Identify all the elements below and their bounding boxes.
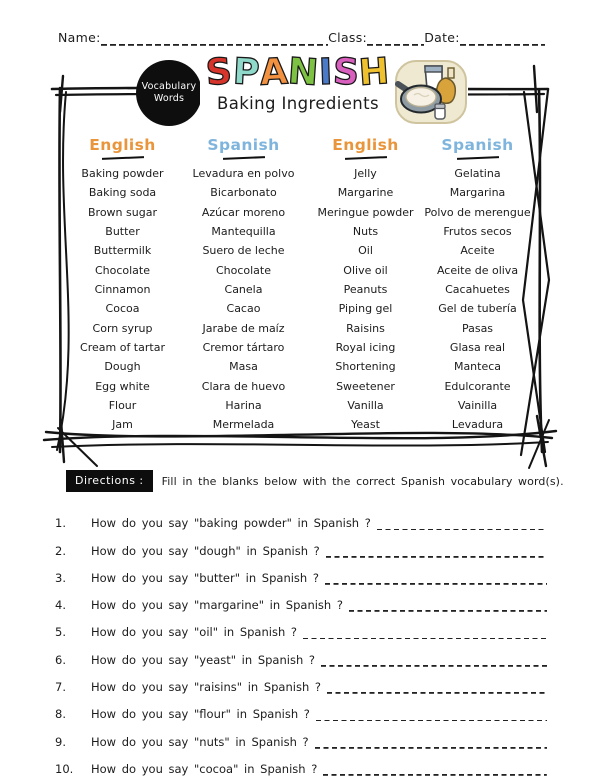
question-number: 10.: [55, 761, 74, 776]
question-text: How do you say "cocoa" in Spanish ?: [91, 761, 318, 776]
vocab-word: Bicarbonato: [210, 186, 277, 200]
vocabulary-words-badge: [136, 60, 202, 126]
question-text: How do you say "raisins" in Spanish ?: [91, 680, 322, 695]
question-row: [55, 614, 547, 641]
vocab-column-header: English: [332, 136, 399, 154]
vocab-word: Cremor tártaro: [202, 341, 285, 355]
vocab-word: Gel de tubería: [438, 302, 517, 316]
answer-blank: [327, 681, 547, 694]
vocab-word: Corn syrup: [92, 321, 153, 335]
vocab-word: Sweetener: [336, 379, 395, 393]
header-underline: [344, 156, 386, 160]
vocab-column: [62, 136, 183, 435]
question-number: 2.: [55, 543, 66, 558]
baking-clipart-icon: [394, 58, 468, 128]
header-underline: [456, 156, 498, 160]
vocab-word: Suero de leche: [202, 244, 285, 258]
vocab-word: Jarabe de maíz: [202, 321, 285, 335]
question-text: How do you say "oil" in Spanish ?: [91, 625, 297, 640]
question-text: How do you say "flour" in Spanish ?: [91, 707, 310, 722]
question-text: How do you say "yeast" in Spanish ?: [91, 652, 315, 667]
answer-blank: [349, 599, 547, 612]
vocab-word: Edulcorante: [444, 379, 511, 393]
answer-blank: [325, 572, 547, 585]
answer-blank: [303, 626, 547, 639]
vocab-word: Clara de huevo: [201, 379, 286, 393]
baking-clipart: [394, 58, 468, 132]
vocab-word: Vanilla: [347, 399, 384, 413]
name-label: Name:: [58, 30, 101, 45]
vocab-word: Nuts: [352, 225, 379, 239]
question-number: 7.: [55, 680, 66, 695]
question-number: 3.: [55, 570, 66, 585]
vocab-word: Manteca: [453, 360, 502, 374]
directions-badge: Directions :: [66, 470, 153, 492]
directions-text: Fill in the blanks below with the correct Spanish vocabulary word(s).: [161, 474, 564, 488]
vocab-word: Peanuts: [343, 283, 388, 297]
question-number: 9.: [55, 734, 66, 749]
title-letter: A: [258, 51, 290, 94]
vocab-word: Aceite: [460, 244, 495, 258]
directions-row: [66, 470, 564, 492]
answer-blank: [323, 763, 547, 776]
vocab-word: Piping gel: [338, 302, 393, 316]
question-text: How do you say "nuts" in Spanish ?: [91, 734, 309, 749]
answer-blank: [377, 517, 547, 530]
vocab-word: Mermelada: [212, 418, 275, 432]
badge-line2: Words: [153, 93, 185, 104]
question-row: [55, 587, 547, 614]
vocab-word: Canela: [224, 283, 263, 297]
class-label: Class:: [328, 30, 368, 45]
vocab-column: [305, 136, 426, 435]
vocab-word: Chocolate: [94, 263, 151, 277]
vocab-word: Olive oil: [343, 263, 388, 277]
question-row: [55, 696, 547, 723]
vocab-word: Brown sugar: [88, 205, 157, 219]
vocab-word: Levadura: [451, 418, 504, 432]
title-letter: P: [231, 51, 261, 94]
question-number: 1.: [55, 516, 66, 531]
header-underline: [222, 156, 264, 160]
vocab-word: Margarina: [449, 186, 506, 200]
vocab-column-header: English: [89, 136, 156, 154]
vocab-word: Royal icing: [335, 341, 396, 355]
vocab-word: Masa: [229, 360, 258, 374]
question-number: 4.: [55, 598, 66, 613]
question-row: [55, 532, 547, 559]
vocab-word: Cinnamon: [94, 283, 151, 297]
question-row: [55, 751, 547, 778]
title-letter: I: [317, 51, 334, 94]
answer-blank: [326, 545, 547, 558]
question-row: [55, 560, 547, 587]
question-text: How do you say "butter" in Spanish ?: [91, 570, 319, 585]
question-row: [55, 505, 547, 532]
vocab-word: Oil: [358, 244, 373, 258]
vocab-word: Levadura en polvo: [192, 167, 295, 180]
vocab-word: Frutos secos: [443, 225, 512, 239]
vocab-word: Baking powder: [81, 167, 164, 180]
vocab-column-header: Spanish: [441, 136, 514, 154]
title-letter: H: [357, 50, 392, 95]
title-letter: S: [331, 51, 361, 94]
vocab-word: Raisins: [346, 321, 385, 335]
vocab-word: Cocoa: [105, 302, 140, 316]
vocab-word: Mantequilla: [211, 225, 276, 239]
title-block: [200, 50, 396, 117]
page-subtitle: Baking Ingredients: [216, 94, 380, 113]
question-number: 6.: [55, 652, 66, 667]
vocab-column: [183, 136, 304, 435]
answer-blank: [321, 654, 547, 667]
vocab-table: [60, 136, 550, 448]
vocab-word: Jelly: [354, 167, 377, 180]
answer-blank: [316, 708, 547, 721]
vocab-word: Vainilla: [457, 399, 498, 413]
answer-blank: [315, 736, 547, 749]
vocab-word: Polvo de merengue: [424, 205, 531, 219]
vocab-word: Butter: [105, 225, 140, 239]
title-letter: S: [204, 51, 235, 94]
vocab-column-header: Spanish: [207, 136, 280, 154]
question-row: [55, 669, 547, 696]
question-number: 8.: [55, 707, 66, 722]
title-letter: N: [286, 50, 321, 95]
question-row: [55, 641, 547, 668]
vocab-word: Meringue powder: [317, 205, 414, 219]
vocab-word: Chocolate: [215, 263, 272, 277]
vocab-word: Shortening: [335, 360, 396, 374]
question-text: How do you say "dough" in Spanish ?: [91, 543, 320, 558]
vocab-word: Cacao: [226, 302, 261, 316]
vocab-word: Cacahuetes: [445, 283, 510, 297]
vocab-column: [417, 136, 538, 435]
question-row: [55, 723, 547, 750]
vocab-word: Gelatina: [454, 167, 501, 180]
question-text: How do you say "baking powder" in Spanish ?: [91, 516, 371, 531]
vocab-word: Harina: [225, 399, 262, 413]
page-title: [200, 50, 396, 95]
questions-list: [55, 505, 547, 778]
vocab-word: Azúcar moreno: [201, 205, 286, 219]
vocab-word: Yeast: [351, 418, 380, 432]
badge-line1: Vocabulary: [141, 81, 197, 93]
vocab-word: Aceite de oliva: [436, 263, 519, 277]
vocab-word: Jam: [112, 418, 133, 432]
date-label: Date:: [424, 30, 460, 45]
vocab-word: Flour: [108, 399, 137, 413]
vocab-word: Egg white: [95, 379, 150, 393]
header-underline: [101, 156, 143, 160]
question-number: 5.: [55, 625, 66, 640]
vocab-word: Glasa real: [449, 341, 506, 355]
vocab-word: Baking soda: [88, 186, 157, 200]
question-text: How do you say "margarine" in Spanish ?: [91, 598, 343, 613]
vocab-word: Cream of tartar: [80, 341, 165, 355]
vocab-word: Margarine: [337, 186, 394, 200]
vocab-word: Buttermilk: [93, 244, 152, 258]
vocab-word: Dough: [104, 360, 141, 374]
vocab-word: Pasas: [461, 321, 494, 335]
